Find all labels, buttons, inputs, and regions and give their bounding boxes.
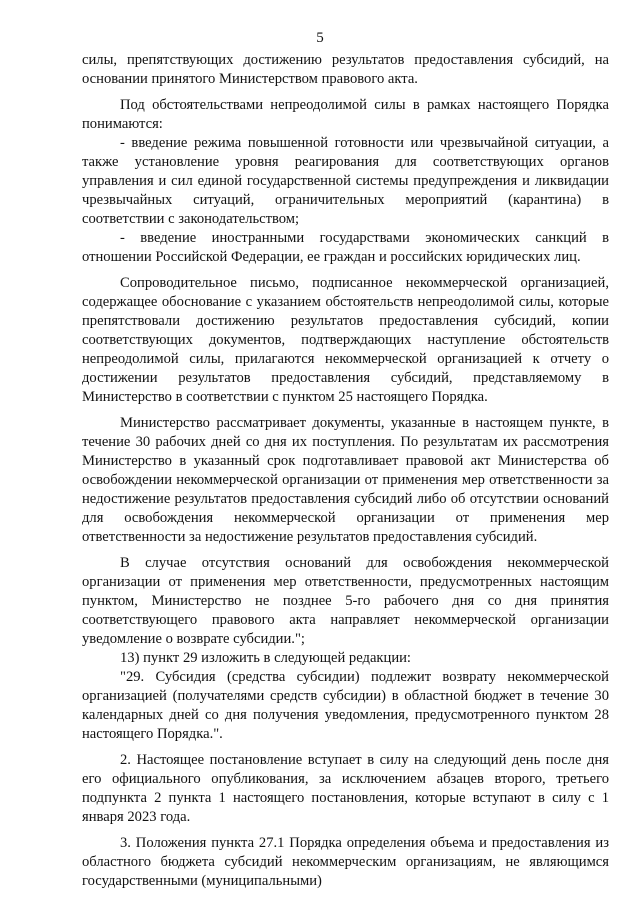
- paragraph: - введение иностранными государствами экономических санкций в отношении Российской Федерации, ее граждан и российских юридических лиц.: [82, 230, 609, 265]
- document-body: [82, 51, 609, 891]
- paragraph: - введение режима повышенной готовности или чрезвычайной ситуации, а также установление уровня реагирования для соответствующих органов управления и сил единой государственной системы предупреждения и ликвидации чрезвычайных ситуаций, ограничительных мероприятий (карантина) в соответствии с законодательством;: [82, 135, 609, 227]
- paragraph: Сопроводительное письмо, подписанное некоммерческой организацией, содержащее обоснование с указанием обстоятельств непреодолимой силы, которые препятствовали достижению результатов предоставления субсидий, копии соответствующих документов, подтверждающих наступление обстоятельств непреодолимой силы, прилагаются некоммерческой организацией к отчету о достижении результатов предоставления субсидий, представляемому в Министерство в соответствии с пунктом 25 настоящего Порядка.: [82, 275, 609, 405]
- page-number: 5: [316, 30, 324, 46]
- paragraph: силы, препятствующих достижению результатов предоставления субсидий, на основании принятого Министерством правового акта.: [82, 52, 609, 87]
- paragraph: Под обстоятельствами непреодолимой силы в рамках настоящего Порядка понимаются:: [82, 97, 609, 132]
- paragraph: 13) пункт 29 изложить в следующей редакции:: [120, 650, 411, 666]
- paragraph: Министерство рассматривает документы, указанные в настоящем пункте, в течение 30 рабочих дней со дня их поступления. По результатам их рассмотрения Министерство в указанный срок подготавливает правовой акт Министерства об освобождении некоммерческой организации от применения мер ответственности за недостижение результатов предоставления субсидий либо об отсутствии оснований для освобождения некоммерческой организации от применения мер ответственности за недостижение результатов предоставления субсидий.: [82, 415, 609, 545]
- paragraph: "29. Субсидия (средства субсидии) подлежит возврату некоммерческой организацией (получателями средств субсидии) в областной бюджет в течение 30 календарных дней со дня получения уведомления, предусмотренного пунктом 28 настоящего Порядка.".: [82, 669, 609, 742]
- paragraph: 2. Настоящее постановление вступает в силу на следующий день после дня его официального опубликования, за исключением абзацев второго, третьего подпункта 2 пункта 1 настоящего постановления, которые вступают в силу с 1 января 2023 года.: [82, 752, 609, 825]
- paragraph: 3. Положения пункта 27.1 Порядка определения объема и предоставления из областного бюджета субсидий некоммерческим организациям, не являющимся государственными (муниципальными): [82, 835, 609, 889]
- paragraph: В случае отсутствия оснований для освобождения некоммерческой организации от применения мер ответственности, предусмотренных настоящим пунктом, Министерство не позднее 5-го рабочего дня со дня принятия соответствующего правового акта направляет некоммерческой организации уведомление о возврате субсидии.";: [82, 555, 609, 647]
